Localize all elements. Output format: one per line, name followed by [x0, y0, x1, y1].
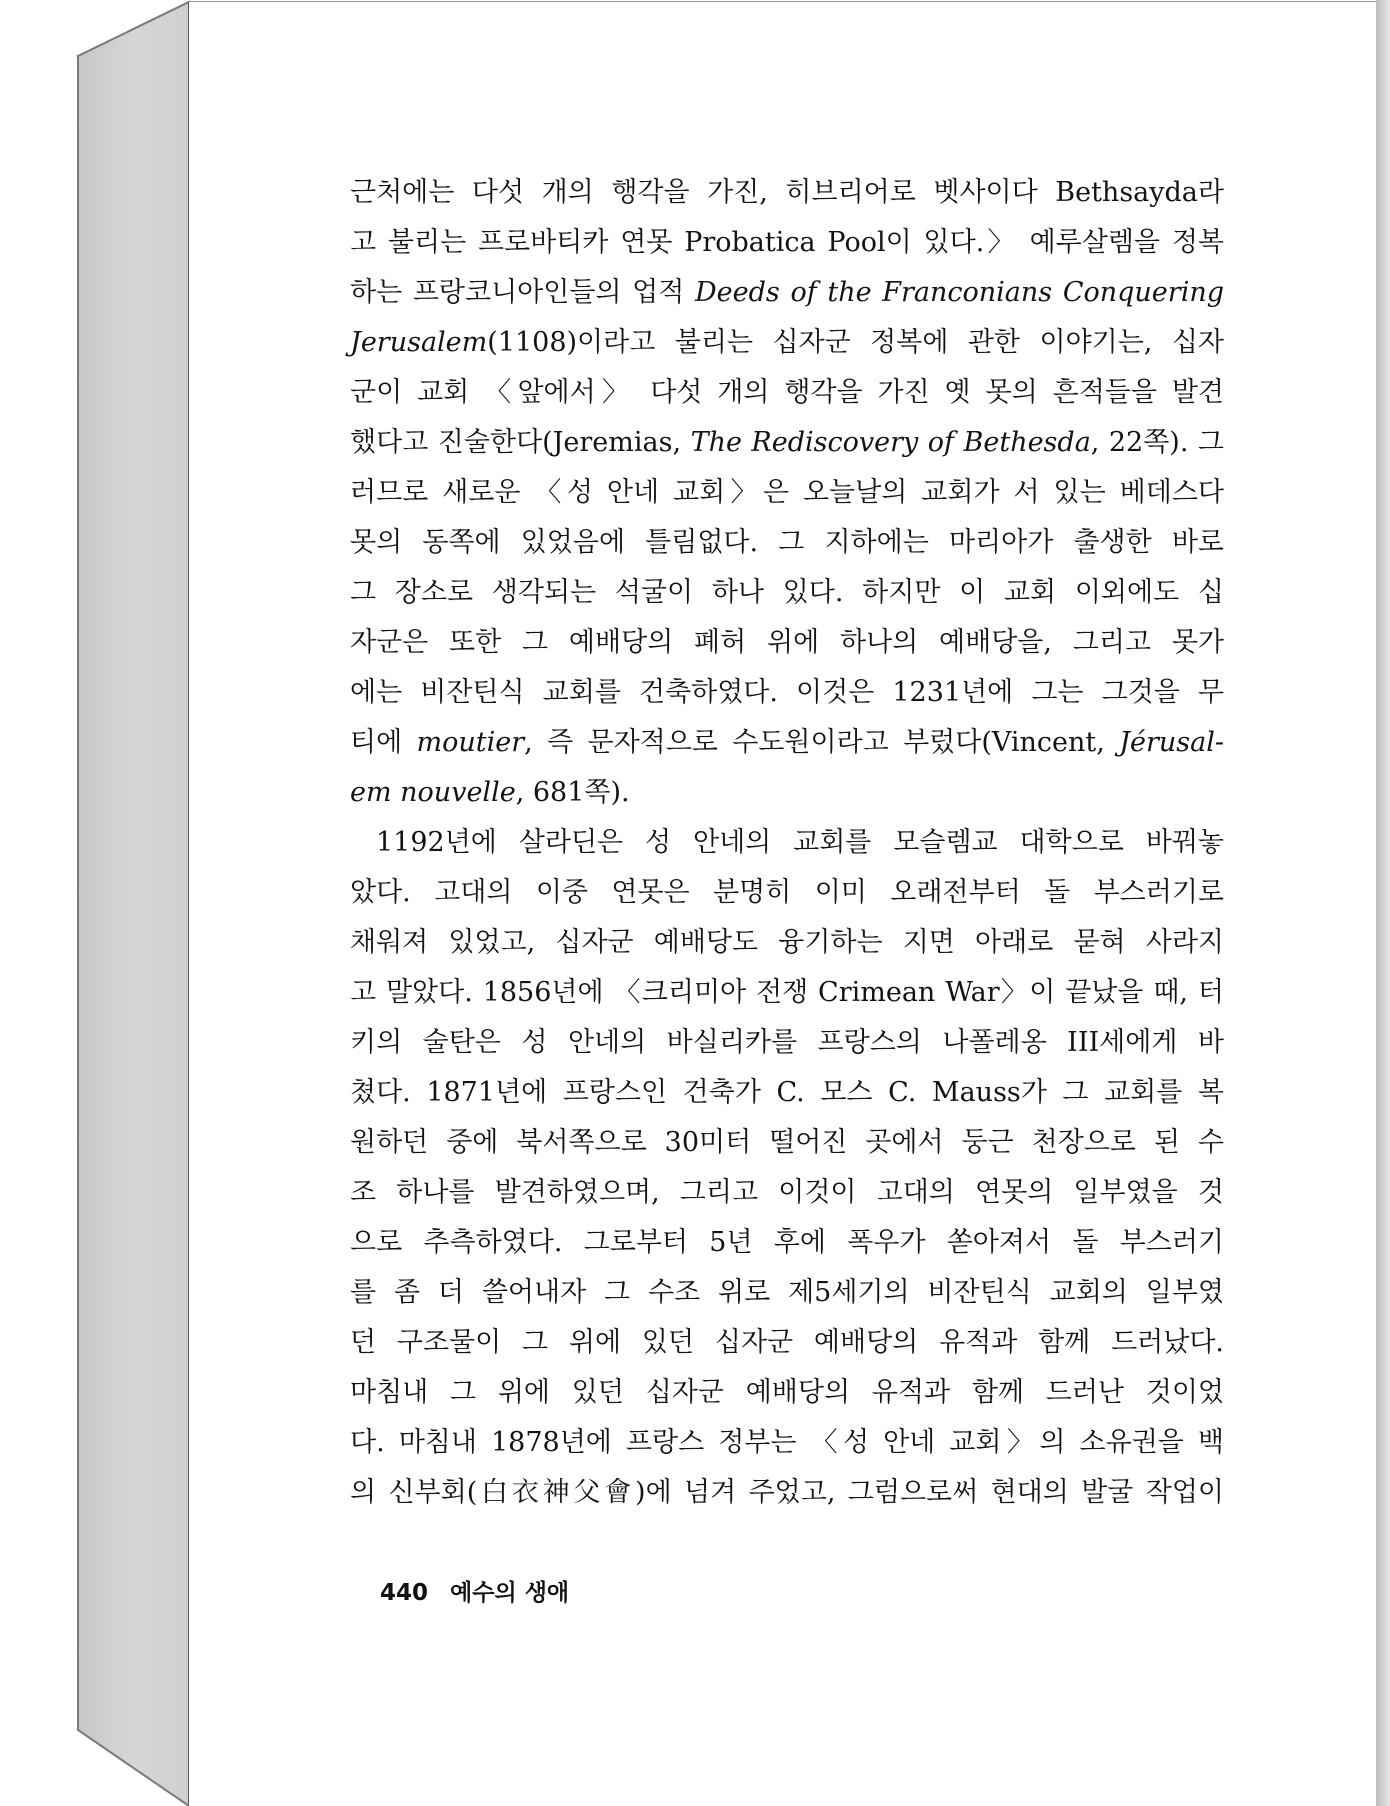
text-line: 마침내 그 위에 있던 십자군 예배당의 유적과 함께 드러난 것이었 [350, 1377, 1224, 1408]
text-line: 조 하나를 발견하였으며, 그리고 이것이 고대의 연못의 일부였을 것 [350, 1177, 1224, 1208]
text-line: 1192년에 살라딘은 성 안네의 교회를 모슬렘교 대학으로 바꿔놓 [376, 827, 1224, 858]
text-line: 티에 moutier, 즉 문자적으로 수도원이라고 부렀다(Vincent, Jérusal- [350, 727, 1224, 758]
text-line: 던 구조물이 그 위에 있던 십자군 예배당의 유적과 함께 드러났다. [350, 1327, 1224, 1358]
text-line: 쳤다. 1871년에 프랑스인 건축가 C. 모스 C. Mauss가 그 교회를 복 [350, 1077, 1224, 1108]
italic-title: Deeds of the Franconians Conquering [695, 277, 1224, 308]
page-edge-shadow [1376, 0, 1390, 1806]
paragraph-2 [350, 818, 1224, 1518]
book-spine [78, 2, 189, 1806]
text-line: 했다고 진술한다(Jeremias, The Rediscovery of Bethesda, 22쪽). 그 [350, 427, 1225, 458]
text-line: 를 좀 더 쓸어내자 그 수조 위로 제5세기의 비잔틴식 교회의 일부였 [350, 1277, 1224, 1308]
text-line: 근처에는 다섯 개의 행각을 가진, 히브리어로 벳사이다 Bethsayda라 [350, 177, 1224, 208]
text-line: 키의 술탄은 성 안네의 바실리카를 프랑스의 나폴레옹 III세에게 바 [350, 1027, 1224, 1058]
page-number: 440 [380, 1580, 429, 1606]
text-line: Jerusalem(1108)이라고 불리는 십자군 정복에 관한 이야기는, 십자 [350, 327, 1224, 358]
running-title: 예수의 생애 [450, 1580, 570, 1606]
text-line: 못의 동쪽에 있었음에 틀림없다. 그 지하에는 마리아가 출생한 바로 [350, 527, 1224, 558]
text-line: 았다. 고대의 이중 연못은 분명히 이미 오래전부터 돌 부스러기로 [350, 877, 1224, 908]
text-line: 고 말았다. 1856년에 〈크리미아 전쟁 Crimean War〉이 끝났을 때, 터 [350, 977, 1224, 1008]
italic-title: The Rediscovery of Bethesda [690, 427, 1091, 458]
italic-title: em nouvelle [350, 777, 516, 808]
text-line: 고 불리는 프로바티카 연못 Probatica Pool이 있다.〉 예루살렘을 정복 [350, 227, 1224, 258]
italic-title: Jérusal- [1119, 727, 1224, 758]
text-line: em nouvelle, 681쪽). [350, 777, 630, 808]
text-line: 채워져 있었고, 십자군 예배당도 융기하는 지면 아래로 묻혀 사라지 [350, 927, 1224, 958]
text-line: 러므로 새로운 〈성 안네 교회〉은 오늘날의 교회가 서 있는 베데스다 [350, 477, 1224, 508]
text-line: 군이 교회 〈앞에서〉 다섯 개의 행각을 가진 옛 못의 흔적들을 발견 [350, 377, 1224, 408]
page-footer [380, 1574, 569, 1607]
text-line: 다. 마침내 1878년에 프랑스 정부는 〈성 안네 교회〉의 소유권을 백 [350, 1427, 1224, 1458]
text-line: 자군은 또한 그 예배당의 폐허 위에 하나의 예배당을, 그리고 못가 [350, 627, 1224, 658]
text-line: 하는 프랑코니아인들의 업적 Deeds of the Franconians Conquering [350, 277, 1224, 308]
text-line: 에는 비잔틴식 교회를 건축하였다. 이것은 1231년에 그는 그것을 무 [350, 677, 1224, 708]
text-line: 으로 추측하였다. 그로부터 5년 후에 폭우가 쏟아져서 돌 부스러기 [350, 1227, 1224, 1258]
body-text [350, 168, 1224, 1518]
text-line: 원하던 중에 북서쪽으로 30미터 떨어진 곳에서 둥근 천장으로 된 수 [350, 1127, 1224, 1158]
paragraph-1 [350, 168, 1224, 818]
text-line: 의 신부회(白衣神父會)에 넘겨 주었고, 그럼으로써 현대의 발굴 작업이 [350, 1477, 1224, 1508]
italic-title: Jerusalem [350, 327, 488, 358]
text-line: 그 장소로 생각되는 석굴이 하나 있다. 하지만 이 교회 이외에도 십 [350, 577, 1224, 608]
italic-term: moutier [416, 727, 525, 758]
